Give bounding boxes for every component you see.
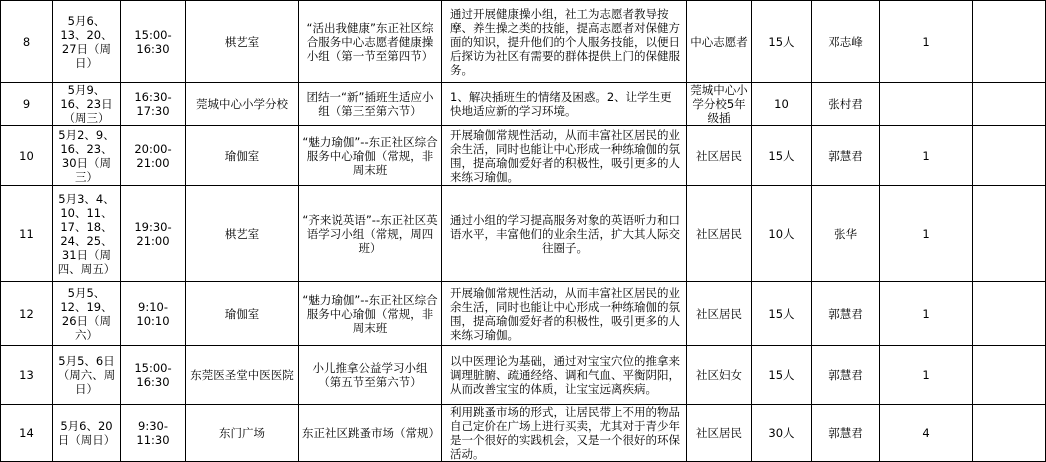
empty-cell: [973, 346, 1046, 405]
session-count: 1: [880, 282, 973, 346]
table-row: [1, 282, 1046, 346]
target-audience: 社区居民: [687, 282, 752, 346]
activity-name: “齐来说英语”--东正社区英语学习小组（常规，周四班）: [299, 186, 442, 282]
table-row: [1, 126, 1046, 186]
activity-venue: 瑜伽室: [186, 282, 299, 346]
leader-name: 张华: [812, 186, 880, 282]
participant-count: 30人: [752, 405, 812, 462]
row-number: 9: [1, 83, 53, 126]
activity-time: 15:00-16:30: [121, 1, 186, 83]
row-number: 12: [1, 282, 53, 346]
activity-name: 东正社区跳蚤市场（常规）: [299, 405, 442, 462]
participant-count: 10: [752, 83, 812, 126]
activity-content: 以中医理论为基础，通过对宝宝穴位的推拿来调理脏腑、疏通经络、调和气血、平衡阴阳，从而改善宝宝的体质，让宝宝远离疾病。: [442, 346, 687, 405]
row-number: 13: [1, 346, 53, 405]
table-row: [1, 346, 1046, 405]
activity-time: 15:00-16:30: [121, 346, 186, 405]
target-audience: 社区居民: [687, 186, 752, 282]
table-row: [1, 405, 1046, 462]
row-number: 8: [1, 1, 53, 83]
empty-cell: [973, 83, 1046, 126]
activity-date: 5月6、13、20、27日（周日）: [53, 1, 121, 83]
participant-count: 15人: [752, 1, 812, 83]
participant-count: 10人: [752, 186, 812, 282]
activity-venue: 莞城中心小学分校: [186, 83, 299, 126]
activity-name: 小儿推拿公益学习小组（第五节至第六节）: [299, 346, 442, 405]
session-count: 1: [880, 186, 973, 282]
leader-name: 郭慧君: [812, 126, 880, 186]
session-count: 1: [880, 346, 973, 405]
activity-date: 5月5、12、19、26日（周六）: [53, 282, 121, 346]
target-audience: 中心志愿者: [687, 1, 752, 83]
row-number: 14: [1, 405, 53, 462]
row-number: 11: [1, 186, 53, 282]
activity-time: 16:30-17:30: [121, 83, 186, 126]
session-count: 1: [880, 1, 973, 83]
session-count: 1: [880, 126, 973, 186]
table-row: [1, 186, 1046, 282]
table-row: [1, 1, 1046, 83]
activity-time: 20:00-21:00: [121, 126, 186, 186]
participant-count: 15人: [752, 282, 812, 346]
activity-name: “魅力瑜伽”--东正社区综合服务中心瑜伽（常规，非周末班: [299, 126, 442, 186]
activity-time: 9:30-11:30: [121, 405, 186, 462]
activity-date: 5月6、20日（周日）: [53, 405, 121, 462]
activity-name: “魅力瑜伽”--东正社区综合服务中心瑜伽（常规，非周末班: [299, 282, 442, 346]
activity-date: 5月3、4、10、11、17、18、24、25、31日（周四、周五）: [53, 186, 121, 282]
activity-venue: 棋艺室: [186, 1, 299, 83]
activity-date: 5月9、16、23日（周三）: [53, 83, 121, 126]
activity-time: 9:10-10:10: [121, 282, 186, 346]
leader-name: 郭慧君: [812, 346, 880, 405]
activity-name: “活出我健康”东正社区综合服务中心志愿者健康操小组（第一节至第四节）: [299, 1, 442, 83]
target-audience: 社区妇女: [687, 346, 752, 405]
activity-content: 利用跳蚤市场的形式，让居民带上不用的物品自己定价在广场上进行买卖，尤其对于青少年是一个很好的实践机会，又是一个很好的环保活动。: [442, 405, 687, 462]
leader-name: 郭慧君: [812, 405, 880, 462]
participant-count: 15人: [752, 126, 812, 186]
activity-content: 开展瑜伽常规性活动，从而丰富社区居民的业余生活，同时也能让中心形成一种练瑜伽的氛围，提高瑜伽爱好者的积极性，吸引更多的人来练习瑜伽。: [442, 126, 687, 186]
leader-name: 邓志峰: [812, 1, 880, 83]
target-audience: 莞城中心小学分校5年级插: [687, 83, 752, 126]
activity-venue: 东门广场: [186, 405, 299, 462]
leader-name: 张村君: [812, 83, 880, 126]
empty-cell: [973, 405, 1046, 462]
activity-venue: 棋艺室: [186, 186, 299, 282]
empty-cell: [973, 186, 1046, 282]
activity-content: 通过开展健康操小组，社工为志愿者教导按摩、养生操之类的技能，提高志愿者对保健方面的知识，提升他们的个人服务技能，以便日后探访为社区有需要的群体提供上门的保健服务。: [442, 1, 687, 83]
row-number: 10: [1, 126, 53, 186]
activity-content: 1、解决插班生的情绪及困惑。2、让学生更快地适应新的学习环境。: [442, 83, 687, 126]
session-count: 4: [880, 405, 973, 462]
target-audience: 社区居民: [687, 126, 752, 186]
empty-cell: [973, 126, 1046, 186]
activity-venue: 东莞医圣堂中医医院: [186, 346, 299, 405]
activity-venue: 瑜伽室: [186, 126, 299, 186]
target-audience: 社区居民: [687, 405, 752, 462]
participant-count: 15人: [752, 346, 812, 405]
activity-content: 开展瑜伽常规性活动，从而丰富社区居民的业余生活，同时也能让中心形成一种练瑜伽的氛围，提高瑜伽爱好者的积极性，吸引更多的人来练习瑜伽。: [442, 282, 687, 346]
activity-date: 5月2、9、16、23、30日（周三）: [53, 126, 121, 186]
table-row: [1, 83, 1046, 126]
empty-cell: [973, 282, 1046, 346]
activity-content: 通过小组的学习提高服务对象的英语听力和口语水平，丰富他们的业余生活，扩大其人际交往圈子。: [442, 186, 687, 282]
session-count: [880, 83, 973, 126]
activity-time: 19:30-21:00: [121, 186, 186, 282]
empty-cell: [973, 1, 1046, 83]
activity-name: 团结一“新”插班生适应小组（第三至第六节）: [299, 83, 442, 126]
activity-date: 5月5、6日（周六、周日）: [53, 346, 121, 405]
leader-name: 郭慧君: [812, 282, 880, 346]
